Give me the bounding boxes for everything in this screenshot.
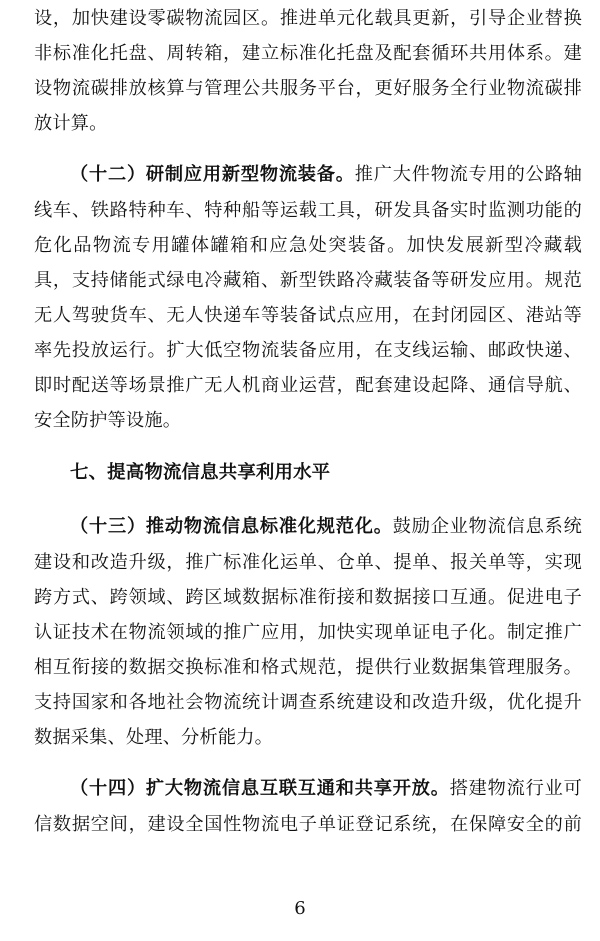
text-line: 非标准化托盘、周转箱，建立标准化托盘及配套循环共用体系。建 bbox=[34, 43, 582, 64]
text-line: 无人驾驶货车、无人快递车等装备试点应用，在封闭园区、港站等 bbox=[34, 305, 582, 326]
text-line: 线车、铁路特种车、特种船等运载工具，研发具备实时监测功能的 bbox=[34, 200, 582, 221]
text-line: 安全防护等设施。 bbox=[34, 410, 182, 431]
text-line: 跨方式、跨领域、跨区域数据标准衔接和数据接口互通。促进电子 bbox=[34, 587, 582, 608]
section-text: 鼓励企业物流信息系统 bbox=[392, 516, 582, 537]
text-line bbox=[34, 510, 582, 543]
text-line: 支持国家和各地社会物流统计调查系统建设和改造升级，优化提升 bbox=[34, 692, 582, 713]
text-line: 设，加快建设零碳物流园区。推进单元化载具更新，引导企业替换 bbox=[34, 8, 582, 29]
text-line: 建设和改造升级，推广标准化运单、仓单、提单、报关单等，实现 bbox=[34, 552, 582, 573]
text-line: 即时配送等场景推广无人机商业运营，配套建设起降、通信导航、 bbox=[34, 375, 582, 396]
section-text: 搭建物流行业可 bbox=[449, 778, 582, 799]
page-number: 6 bbox=[294, 898, 306, 919]
section-heading: 七、提高物流信息共享利用水平 bbox=[70, 462, 331, 483]
text-line: 信数据空间，建设全国性物流电子单证登记系统，在保障安全的前 bbox=[34, 814, 582, 835]
text-line: 设物流碳排放核算与管理公共服务平台，更好服务全行业物流碳排 bbox=[34, 78, 582, 99]
text-line: 数据采集、处理、分析能力。 bbox=[34, 727, 274, 748]
text-line bbox=[34, 158, 582, 191]
section-lead: （十三）推动物流信息标准化规范化。 bbox=[70, 516, 393, 537]
text-line: 率先投放运行。扩大低空物流装备应用，在支线运输、邮政快递、 bbox=[34, 340, 582, 361]
text-line: 相互衔接的数据交换标准和格式规范，提供行业数据集管理服务。 bbox=[34, 657, 582, 678]
text-line: 具，支持储能式绿电冷藏箱、新型铁路冷藏装备等研发应用。规范 bbox=[34, 270, 582, 291]
section-lead: （十四）扩大物流信息互联互通和共享开放。 bbox=[70, 778, 450, 799]
section-text: 推广大件物流专用的公路轴 bbox=[354, 164, 582, 185]
text-line bbox=[34, 772, 582, 805]
text-line: 放计算。 bbox=[34, 113, 108, 134]
section-lead: （十二）研制应用新型物流装备。 bbox=[70, 164, 355, 185]
text-line: 认证技术在物流领域的推广应用，加快实现单证电子化。制定推广 bbox=[34, 622, 582, 643]
text-line: 危化品物流专用罐体罐箱和应急处突装备。加快发展新型冷藏载 bbox=[34, 235, 582, 256]
